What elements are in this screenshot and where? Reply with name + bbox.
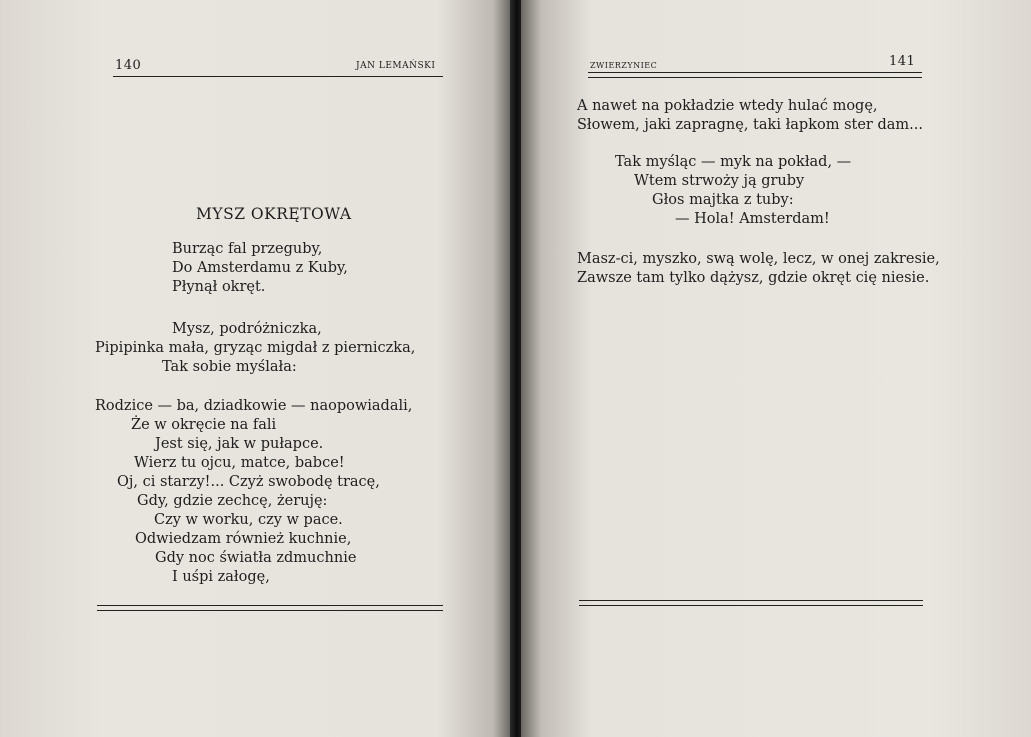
verse-line: Rodzice — ba, dziadkowie — naopowiadali, [95, 398, 413, 414]
verse-line: Płynął okręt. [172, 279, 266, 295]
page-number: 140 [115, 58, 142, 73]
header-rule [113, 76, 443, 77]
verse-line: Tak myśląc — myk na pokład, — [615, 154, 852, 170]
footer-rule [97, 605, 443, 611]
stanza-1 [172, 240, 348, 297]
verse-line: Słowem, jaki zapragnę, taki łapkom ster dam... [577, 117, 923, 133]
right-page [521, 0, 1031, 737]
header-rule [588, 72, 922, 78]
verse-line: Zawsze tam tylko dążysz, gdzie okręt cię niesie. [577, 270, 930, 286]
running-head: ZWIERZYNIEC [590, 61, 658, 70]
page-number: 141 [889, 54, 916, 69]
stanza-3 [95, 397, 412, 587]
stanza-2 [95, 320, 415, 377]
verse-line: Wtem strwoży ją gruby [634, 173, 805, 189]
poem-title: MYSZ OKRĘTOWA [196, 205, 352, 223]
verse-line: Że w okręcie na fali [131, 417, 277, 433]
stanza-2 [615, 153, 851, 229]
verse-line: Czy w worku, czy w pace. [154, 512, 343, 528]
verse-line: Burząc fal przeguby, [172, 241, 323, 257]
verse-line: Oj, ci starzy!... Czyż swobodę tracę, [117, 474, 380, 490]
verse-line: Gdy, gdzie zechcę, żeruję: [137, 493, 328, 509]
verse-line: Masz-ci, myszko, swą wolę, lecz, w onej zakresie, [577, 251, 940, 267]
footer-rule [579, 600, 923, 606]
verse-line: Pipipinka mała, gryząc migdał z pierniczka, [95, 340, 416, 356]
verse-line: I uśpi załogę, [172, 569, 270, 585]
verse-line: Mysz, podróżniczka, [172, 321, 322, 337]
verse-line: Jest się, jak w pułapce. [155, 436, 324, 452]
stanza-1 [577, 97, 923, 135]
verse-line: — Hola! Amsterdam! [675, 211, 830, 227]
running-head: JAN LEMAŃSKI [356, 61, 436, 71]
left-page [0, 0, 514, 737]
stanza-3 [577, 250, 940, 288]
verse-line: Tak sobie myślała: [162, 359, 297, 375]
verse-line: Do Amsterdamu z Kuby, [172, 260, 348, 276]
verse-line: Gdy noc światła zdmuchnie [155, 550, 357, 566]
verse-line: A nawet na pokładzie wtedy hulać mogę, [577, 98, 878, 114]
verse-line: Głos majtka z tuby: [652, 192, 794, 208]
verse-line: Wierz tu ojcu, matce, babce! [134, 455, 345, 471]
verse-line: Odwiedzam również kuchnie, [135, 531, 352, 547]
